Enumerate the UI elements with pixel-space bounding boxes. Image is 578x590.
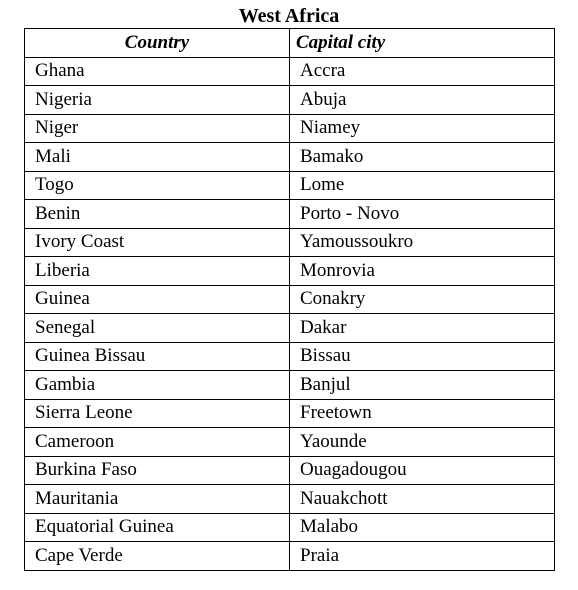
capital-cell: Malabo — [290, 513, 555, 542]
capital-cell: Porto - Novo — [290, 200, 555, 229]
country-cell: Niger — [25, 114, 290, 143]
countries-table — [24, 28, 555, 571]
country-cell: Cape Verde — [25, 542, 290, 571]
capital-cell: Bamako — [290, 143, 555, 172]
capital-cell: Accra — [290, 57, 555, 86]
country-cell: Gambia — [25, 371, 290, 400]
country-cell: Mali — [25, 143, 290, 172]
capital-cell: Niamey — [290, 114, 555, 143]
country-column-header: Country — [25, 29, 290, 58]
capital-cell: Banjul — [290, 371, 555, 400]
capital-cell: Freetown — [290, 399, 555, 428]
table-row — [25, 86, 555, 115]
header-row — [25, 29, 555, 58]
country-cell: Sierra Leone — [25, 399, 290, 428]
capital-cell: Lome — [290, 171, 555, 200]
capital-cell: Conakry — [290, 285, 555, 314]
table-row — [25, 228, 555, 257]
table-row — [25, 513, 555, 542]
table-row — [25, 257, 555, 286]
table-row — [25, 456, 555, 485]
table-row — [25, 371, 555, 400]
capital-cell: Bissau — [290, 342, 555, 371]
table-row — [25, 485, 555, 514]
country-cell: Guinea Bissau — [25, 342, 290, 371]
table-row — [25, 342, 555, 371]
country-cell: Ivory Coast — [25, 228, 290, 257]
table-row — [25, 285, 555, 314]
country-cell: Mauritania — [25, 485, 290, 514]
country-cell: Guinea — [25, 285, 290, 314]
table-body — [25, 57, 555, 570]
country-cell: Benin — [25, 200, 290, 229]
table-row — [25, 171, 555, 200]
table-title: West Africa — [238, 5, 340, 27]
country-cell: Burkina Faso — [25, 456, 290, 485]
country-cell: Ghana — [25, 57, 290, 86]
table-row — [25, 143, 555, 172]
country-cell: Senegal — [25, 314, 290, 343]
table-row — [25, 314, 555, 343]
country-cell: Nigeria — [25, 86, 290, 115]
capital-cell: Yamoussoukro — [290, 228, 555, 257]
table-row — [25, 114, 555, 143]
table-row — [25, 200, 555, 229]
country-cell: Liberia — [25, 257, 290, 286]
table-row — [25, 57, 555, 86]
capital-cell: Nauakchott — [290, 485, 555, 514]
capital-column-header: Capital city — [290, 29, 555, 58]
table-row — [25, 399, 555, 428]
table-row — [25, 428, 555, 457]
capital-cell: Monrovia — [290, 257, 555, 286]
capital-cell: Abuja — [290, 86, 555, 115]
capital-cell: Ouagadougou — [290, 456, 555, 485]
capital-cell: Dakar — [290, 314, 555, 343]
capital-cell: Praia — [290, 542, 555, 571]
country-cell: Cameroon — [25, 428, 290, 457]
capital-cell: Yaounde — [290, 428, 555, 457]
country-cell: Equatorial Guinea — [25, 513, 290, 542]
table-row — [25, 542, 555, 571]
country-cell: Togo — [25, 171, 290, 200]
